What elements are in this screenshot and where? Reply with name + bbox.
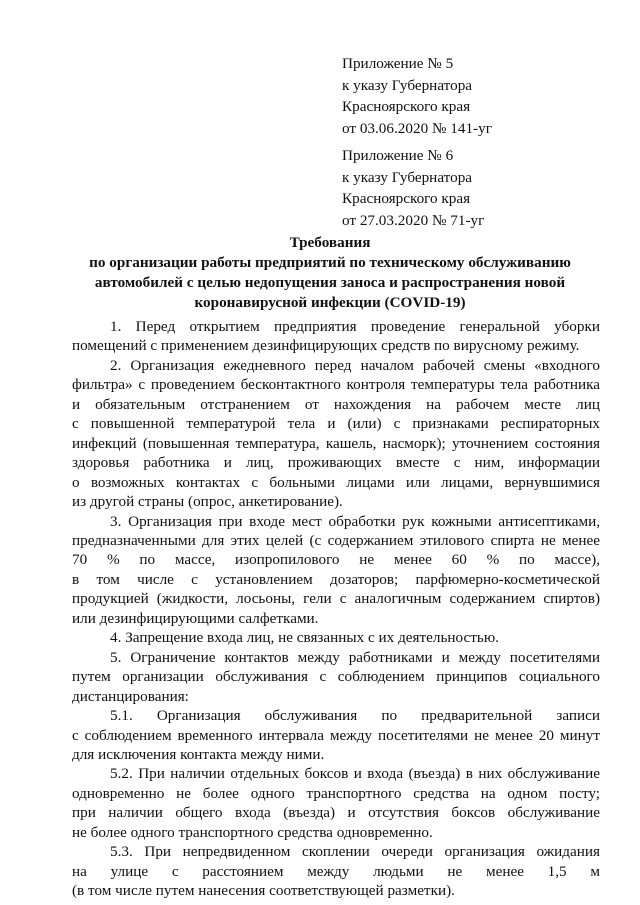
appendix-5-decree: к указу Губернатора (342, 76, 473, 94)
item-5-2-line: одновременно не более одного транспортного средства на одном посту; (72, 784, 600, 802)
item-5-1-line: с соблюдением временного интервала между посетителями не менее 20 минут (72, 726, 600, 744)
item-3-line: предназначенными для этих целей (с содержанием этилового спирта не менее (72, 531, 600, 549)
appendix-5-header (342, 53, 492, 139)
item-5-line: 5. Ограничение контактов между работниками и между посетителями (110, 648, 600, 666)
item-5-1-line: 5.1. Организация обслуживания по предварительной записи (110, 707, 600, 725)
title-line: по организации работы предприятий по техническому обслуживанию (89, 254, 571, 271)
item-2-line: и обязательным отстранением от нахождения на рабочем месте лиц (72, 395, 600, 413)
item-5-3-line: на улице с расстоянием между людьми не менее 1,5 м (72, 862, 600, 880)
item-2-line: инфекций (повышенная температура, кашель, насморк); уточнением состояния (72, 434, 600, 452)
item-2-line: 2. Организация ежедневного перед началом рабочей смены «входного (110, 356, 600, 374)
item-5-3-line: (в том числе путем нанесения соответствующей разметки). (72, 882, 455, 900)
appendix-5-number: Приложение № 5 (342, 55, 454, 72)
title-heading: Требования (289, 234, 371, 251)
item-1-line: 1. Перед открытием предприятия проведение генеральной уборки (110, 318, 600, 335)
item-1-line: помещений с применением дезинфицирующих средств по вирусному режиму. (72, 337, 580, 355)
item-5-2-line: не более одного транспортного средства одновременно. (72, 823, 433, 841)
document-body (72, 317, 600, 901)
title-line: автомобилей с целью недопущения заноса и распространения новой (94, 274, 566, 291)
item-3-line: продукцией (жидкости, лосьоны, гели с аналогичным содержанием спиртов) (72, 590, 600, 608)
appendix-6-header (342, 145, 484, 231)
item-5-2-line: 5.2. При наличии отдельных боксов и входа (въезда) в них обслуживание (110, 765, 600, 783)
document-title (60, 233, 600, 313)
appendix-6-number: Приложение № 6 (342, 147, 454, 164)
appendix-5-region: Красноярского края (342, 98, 471, 116)
item-2-line: фильтра» с проведением бесконтактного контроля температуры тела работника (72, 376, 600, 394)
item-2-line: здоровья работника и лиц, проживающих вместе с ним, информации (72, 454, 600, 472)
appendix-6-region: Красноярского края (342, 190, 471, 208)
item-5-3-line: 5.3. При непредвиденном скоплении очереди организация ожидания (110, 843, 600, 861)
item-5-1-line: для исключения контакта между ними. (72, 745, 325, 763)
item-2-line: из другой страны (опрос, анкетирование). (72, 493, 343, 511)
item-2-line: с повышенной температурой тела и (или) с признаками респираторных (72, 415, 600, 433)
item-4-line: 4. Запрещение входа лиц, не связанных с их деятельностью. (110, 629, 499, 647)
appendix-6-decree: к указу Губернатора (342, 168, 473, 186)
item-3-line: 3. Организация при входе мест обработки рук кожными антисептиками, (110, 512, 600, 530)
item-3-line: или дезинфицирующими салфетками. (72, 609, 319, 627)
item-3-line: 70 % по массе, изопропилового не менее 60 % по массе), (72, 551, 600, 569)
appendix-5-date: от 03.06.2020 № 141-уг (342, 119, 492, 137)
appendix-6-date: от 27.03.2020 № 71-уг (342, 211, 485, 229)
title-line: коронавирусной инфекции (COVID-19) (194, 294, 466, 311)
item-5-2-line: при наличии общего входа (въезда) и отсутствия боксов обслуживание (72, 804, 600, 822)
item-2-line: о возможных контактах с больными лицами или лицами, вернувшимися (72, 473, 600, 491)
item-5-line: дистанцирования: (72, 687, 189, 705)
item-3-line: в том числе с установлением дозаторов; парфюмерно-косметической (72, 570, 600, 588)
item-5-line: путем организации обслуживания с соблюдением принципов социального (72, 668, 600, 686)
